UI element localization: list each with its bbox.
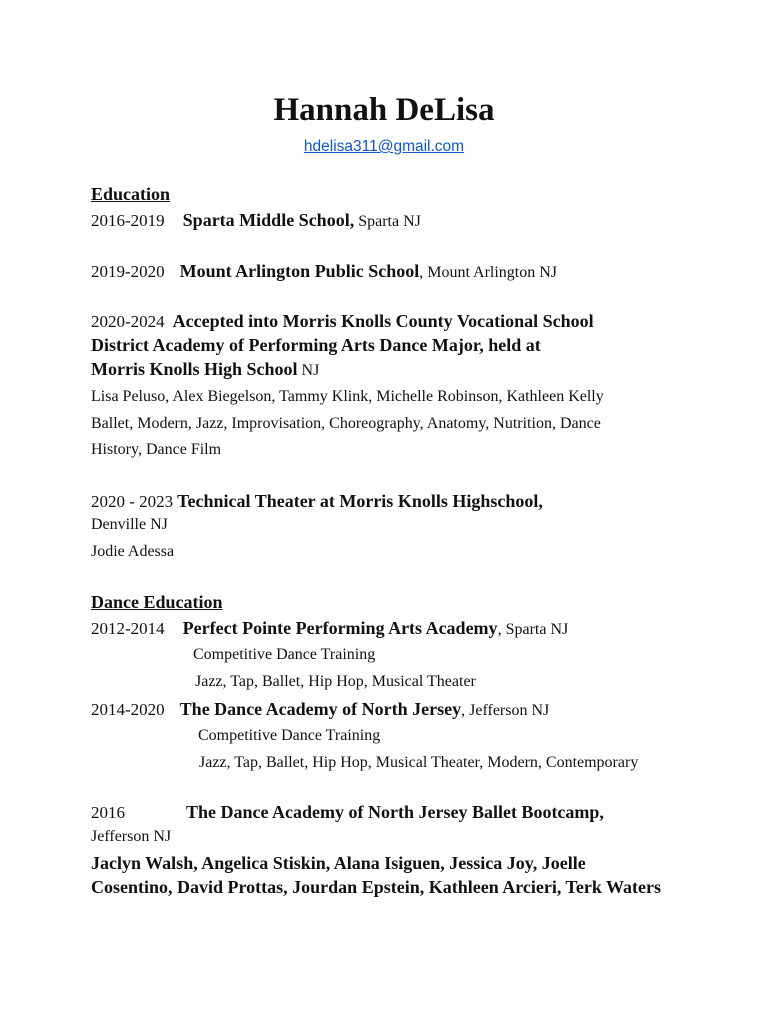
entry-school: Accepted into Morris Knolls County Vocational School <box>172 311 594 331</box>
education-entry-1 <box>91 210 421 231</box>
entry-location: , Sparta NJ <box>497 621 569 638</box>
entry-school: Morris Knolls High School <box>91 359 298 379</box>
entry-location: , Jefferson NJ <box>461 702 550 719</box>
dance-entry-3-teachers-2: Cosentino, David Prottas, Jourdan Epstein, Kathleen Arcieri, Terk Waters <box>91 877 662 897</box>
dance-entry-2 <box>91 699 549 720</box>
dance-entry-3-location: Jefferson NJ <box>91 828 172 845</box>
entry-years: 2020 - 2023 <box>91 492 174 511</box>
dance-entry-1-training: Competitive Dance Training <box>193 646 376 663</box>
education-entry-3-line3 <box>91 359 319 380</box>
entry-school: The Dance Academy of North Jersey <box>179 699 462 719</box>
dance-entry-3 <box>91 802 604 823</box>
education-entry-4-location: Denville NJ <box>91 516 168 533</box>
entry-location: Sparta NJ <box>358 213 421 230</box>
entry-school: Perfect Pointe Performing Arts Academy <box>182 618 498 638</box>
entry-years: 2016 <box>91 803 125 822</box>
entry-years: 2020-2024 <box>91 312 165 331</box>
dance-entry-1-styles: Jazz, Tap, Ballet, Hip Hop, Musical Theater <box>195 673 476 690</box>
entry-years: 2012-2014 <box>91 619 165 638</box>
email-link[interactable]: hdelisa311@gmail.com <box>303 138 465 155</box>
education-entry-4 <box>91 491 543 512</box>
dance-entry-2-training: Competitive Dance Training <box>198 727 381 744</box>
education-entry-3-teachers: Lisa Peluso, Alex Biegelson, Tammy Klink, Michelle Robinson, Kathleen Kelly <box>91 388 604 405</box>
education-entry-3-subjects-2: History, Dance Film <box>91 441 222 458</box>
entry-location: NJ <box>301 362 320 379</box>
entry-location: , Mount Arlington NJ <box>419 264 558 281</box>
resume-name: Hannah DeLisa <box>273 92 495 128</box>
entry-school: Technical Theater at Morris Knolls Highschool, <box>177 491 543 511</box>
entry-years: 2014-2020 <box>91 700 165 719</box>
entry-years: 2019-2020 <box>91 262 165 281</box>
dance-entry-1 <box>91 618 568 639</box>
education-entry-2 <box>91 261 557 282</box>
dance-education-heading: Dance Education <box>91 592 223 612</box>
entry-years: 2016-2019 <box>91 211 165 230</box>
education-entry-3-subjects-1: Ballet, Modern, Jazz, Improvisation, Choreography, Anatomy, Nutrition, Dance <box>91 415 601 432</box>
education-heading: Education <box>91 184 171 204</box>
education-entry-3-line2: District Academy of Performing Arts Dance Major, held at <box>91 335 541 355</box>
dance-entry-3-teachers-1: Jaclyn Walsh, Angelica Stiskin, Alana Isiguen, Jessica Joy, Joelle <box>91 853 586 873</box>
dance-entry-2-styles: Jazz, Tap, Ballet, Hip Hop, Musical Theater, Modern, Contemporary <box>199 754 639 771</box>
entry-school: Sparta Middle School, <box>182 210 355 230</box>
entry-school: The Dance Academy of North Jersey Ballet Bootcamp, <box>186 802 604 822</box>
education-entry-4-teacher: Jodie Adessa <box>91 543 175 560</box>
education-entry-3-line1 <box>91 311 594 332</box>
entry-school: Mount Arlington Public School <box>179 261 420 281</box>
